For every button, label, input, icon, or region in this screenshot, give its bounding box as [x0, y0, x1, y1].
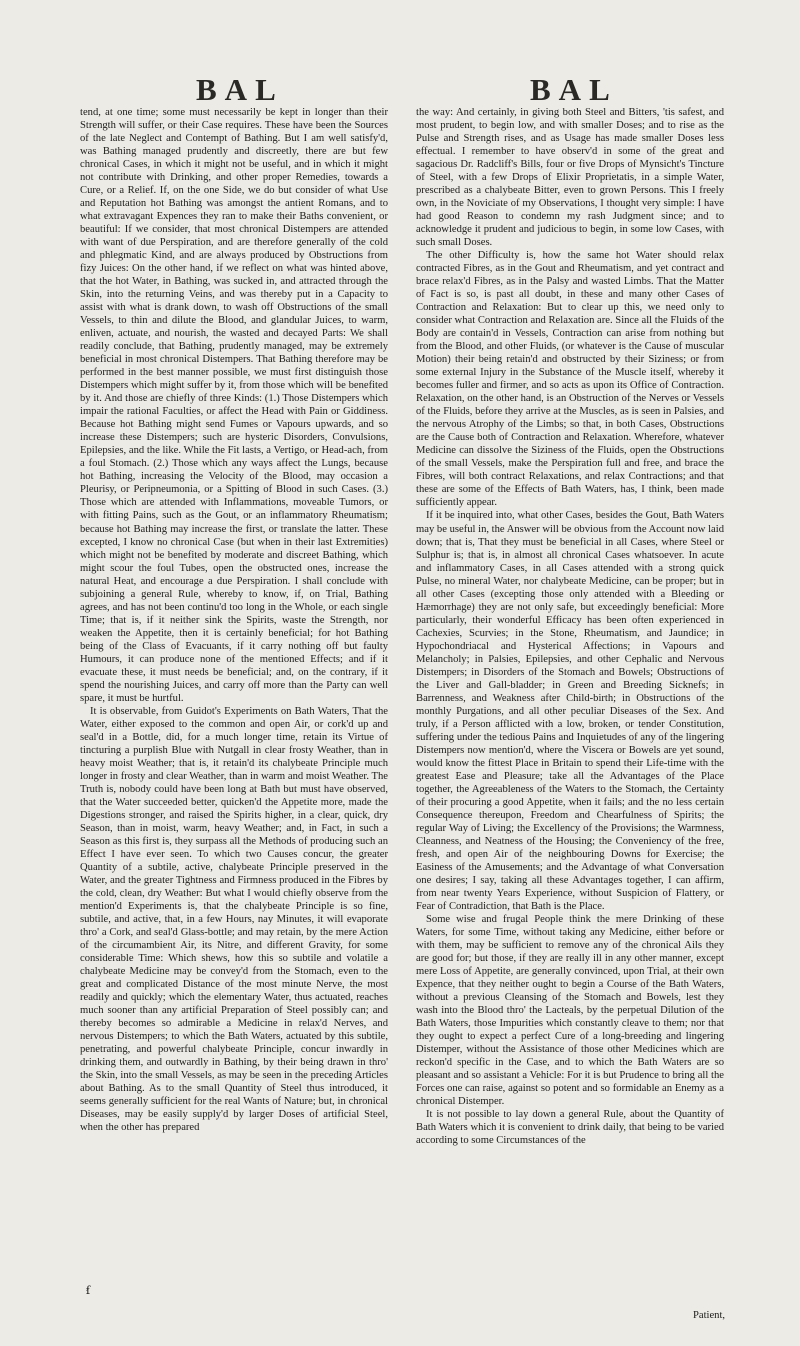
paragraph: the way: And certainly, in giving both Steel and Bitters, 'tis safest, and most prudent, to begin low, and with smaller Doses; and to rise as the Pulse and Strength rises, and as Usage has made smaller Doses less effectual. I remember to have observ'd in some of the great and sagacious Dr. Radcliff's Bills, four or five Drops of Mynsicht's Tincture of Steel, with a few Drops of Elixir Proprietatis, in a simple Water, prescribed as a chalybeate Bitter, even to grown Persons. This I freely own, in the Noviciate of my Observations, I thought very simple: I have had good Reason to condemn my rash Judgment since; and to acknowledge it prudent and judicious to begin, in some low Cases, with such small Doses. [416, 107, 724, 249]
left-column [80, 106, 388, 1134]
paragraph: Some wise and frugal People think the mere Drinking of these Waters, for some Time, without taking any Medicine, either before or with them, may be sufficient to remove any of the chronical Ails they are good for; but those, if they are really ill in any other manner, except mere Loss of Appetite, are generally convinced, upon Trial, at their own Expence, that they neither ought to begin a Course of the Bath Waters, without a previous Cleansing of the Stomach and Bowels, lest they wash into the Blood thro' the Lacteals, by the perpetual Dilution of the Bath Waters, those Impurities which constantly cleave to them; nor that they ought to expect a perfect Cure of a long-breeding and lingering Distemper, without the Assistance of those other Medicines which are reckon'd specific in the Case, and to which the Bath Waters are so pleasant and so assistant a Vehicle: For it is but Prudence to bring all the Forces one can raise, against so potent and so formidable an Enemy as a chronical Distemper. [416, 913, 724, 1108]
paragraph: tend, at one time; some must necessarily be kept in longer than their Strength will suffer, or their Case requires. These have been the Sources of the late Neglect and Contempt of Bathing. But I am well satisfy'd, was Bathing managed prudently and discreetly, there are but few chronical Cases, in which it might not be useful, and in which it might not contribute with Drinking, and other proper Remedies, towards a Cure, or a Relief. If, on the one Side, we do but consider of what Use and Reputation hot Bathing was amongst the antient Romans, and to what extravagant Expences they ran to make their Baths convenient, or beautiful: If we consider, that most chronical Distempers are attended with want of due Perspiration, and are therefore generally of the cold and phlegmatic Kind, and are always produced by Obstructions from fizy Juices: On the other hand, if we reflect on what was hinted above, that the hot Water, in Bathing, was sucked in, and attracted through the Skin, into the returning Veins, and was thereby put in a Capacity to assist with what is drank down, to wash off Obstructions of the small Vessels, to thin and dilute the Blood, and glandular Juices, to warm, enliven, actuate, and nourish, the wasted and decayed Parts: We shall readily conclude, that Bathing, prudently managed, may be extremely beneficial in most chronical Distempers. That Bathing therefore may be performed in the best manner possible, we must first distinguish those Distempers which might suffer by it, from those which will be benefited by it. And those are chiefly of three Kinds: (1.) Those Distempers which impair the rational Faculties, or affect the Head with Pain or Giddiness. Because hot Bathing might send Fumes or Vapours upwards, and so increase these Distempers; such are hysteric Disorders, Convulsions, Epilepsies, and the like. While the Fit lasts, a Vertigo, or Head-ach, from a foul Stomach. (2.) Those which any ways affect the Lungs, because hot Bathing, increasing the Velocity of the Blood, may occasion a Pleurisy, or Peripneumonia, or a Spitting of Blood in such Cases. (3.) Those which are attended with Inflammations, moveable Tumors, or with fitting Pains, such as the Gout, or an inflammatory Rheumatism; because hot Bathing may increase the first, or translate the latter. These excepted, I know no chronical Case (but when in their last Extremities) which might not be benefited by moderate and discreet Bathing, which might scour the foul Tubes, open the obstructed ones, increase the natural Heat, and encourage a due Perspiration. I shall conclude with subjoining a general Rule, whereby to know, if, on Trial, Bathing agrees, and has not been continu'd too long in the Whole, or each single Time; that is, if it neither sink the Spirits, waste the Strength, nor weaken the Appetite, then it is certainly beneficial; for hot Bathing being of the Class of Evacuants, if it carry nothing off but faulty Humours, it can produce none of the mentioned Effects; and if it evacuate these, it must needs be beneficial; and, on the contrary, if it spend the nourishing Juices, and carry off more than the Party can well spare, it must be hurtful. [80, 107, 388, 704]
catchword: Patient, [693, 1310, 726, 1321]
running-head-left: BAL [196, 72, 284, 107]
right-column [416, 106, 724, 1147]
signature-mark: ẜ [86, 1285, 91, 1297]
paragraph: It is observable, from Guidot's Experiments on Bath Waters, That the Water, either exposed to the common and open Air, or cork'd up and seal'd in a Bottle, did, for a much longer time, retain its Virtue of tincturing a purplish Blue with Nutgall in clear frosty Weather, than in heavy moist Weather; that is, it retain'd its chalybeate Principle much longer in frosty and clear Weather, than in warm and moist Weather. The Truth is, nobody could have been long at Bath but must have observed, that the Water succeeded better, quicken'd the Appetite more, made the Digestions stronger, and raised the Spirits higher, in a clear, quick, dry Season, than in moist, warm, heavy Weather; and, in Fact, in such a Season as this first is, they surpass all the Methods of producing such an Effect I have ever seen. To which two Causes concur, the greater Quantity of a subtile, active, chalybeate Principle preserved in the Water, and the greater Tightness and Firmness produced in the Fibres by the cold, clean, dry Weather: But what I would chiefly observe from the mention'd Experiments is, that the chalybeate Principle is so fine, subtile, and active, that, in a few Hours, nay Minutes, it will evaporate thro' a Cork, and seal'd Glass-bottle; and may retain, by the mere Action of the circumambient Air, its Nitre, and different Gravity, for some considerable Time: Which shews, how this so subtile and volatile a chalybeate Medicine may be convey'd from the Stomach, even to the great and complicated Distance of the most minute Nerve, the most readily and quickly; which the elementary Water, thus actuated, reaches much sooner than any artificial Preparation of Steel possibly can; and thereby becomes so admirable a Medicine in relax'd Nerves, and nervous Distempers; to which the Bath Waters, actuated by this subtile, penetrating, and powerful chalybeate Principle, concur inwardly in drinking them, and outwardly in Bathing, by their being drawn in thro' the Skin, into the small Vessels, as may be seen in the preceding Articles about Bathing. As to the small Quantity of Steel thus introduced, it seems generally sufficient for the real Wants of Nature; but, in chronical Diseases, may be easily supply'd by larger Doses of artificial Steel, when the other has prepared [80, 705, 388, 1134]
paragraph: If it be inquired into, what other Cases, besides the Gout, Bath Waters may be useful in, the Answer will be obvious from the Account now laid down; that is, That they must be beneficial in all Cases, where Steel or Sulphur is; that is, in almost all chronical Cases whatsoever. In acute and inflammatory Cases, in all Cases attended with a strong quick Pulse, no mineral Water, nor chalybeate Medicine, can be proper; but in all other Cases (excepting those only attended with a Bleeding or Hæmorrhage) they are not only safe, but exceedingly beneficial: More particularly, their wonderful Efficacy has been often experienced in Cachexies, Scurvies; in the Stone, Rheumatism, and Jaundice; in Hypochondriacal and Hysterical Affections; in Vapours and Melancholy; in Palsies, Epilepsies, and other Cephalic and Nervous Distempers; in Disorders of the Stomach and Bowels; Obstructions of the Liver and Gall-bladder; in Green and Breeding Sicknefs; in Barrenness, and Weakness after Child-birth; in Obstructions of the monthly Purgations, and all other peculiar Diseases of the Sex. And truly, if a Person afflicted with a low, broken, or tender Constitution, suffering under the tedious Pains and Inquietudes of any of the lingering Distempers now mention'd, where the Viscera or Bowels are yet sound, would know the fittest Place in Britain to spend their Life-time with the greatest Ease and Pleasure; take all the Advantages of the Place together, the Agreeableness of the Waters to the Stomach, the Certainty of their procuring a good Appetite, when it fails; and the no less certain Consequence thereupon, Freedom and Chearfulness of Spirits; the regular Way of Living; the Excellency of the Provisions; the Warmness, Cleanness, and Neatness of the Housing; the Conveniency of the free, fresh, and open Air of the neighbouring Downs for Exercise; the Easiness of the Amusements; and the Advantage of what Conversation one desires; I say, taking all these Advantages together, I can affirm, from near twenty Years Experience, without Suspicion of Flattery, or Fear of Contradiction, that Bath is the Place. [416, 510, 724, 912]
paragraph: The other Difficulty is, how the same hot Water should relax contracted Fibres, as in the Gout and Rheumatism, and yet contract and brace relax'd Fibres, as in the Palsy and wasted Limbs. That the Matter of Fact is so, is past all doubt, in these and many other Cases of Contraction and Relaxation: But to clear up this, we need only to consider what Contraction and Relaxation are. Since all the Fluids of the Body are contain'd in Vessels, Contraction can arise from nothing but from the Blood, and other Fluids, (or whatever is the Cause of muscular Motion) their being retain'd and obstructed by their Siziness; or from some external Injury in the Substance of the Muscle itself, whereby it becomes fuller and firmer, and so acts as upon its Office of Contraction. Relaxation, on the other hand, is an Obstruction of the Nerves or Vessels of the Fluids, before they arrive at the Muscles, as is seen in Palsies, and the nervous Atrophy of the Limbs; so that, in both Cases, Obstructions are the Cause both of Contraction and Relaxation. Wherefore, whatever Medicine can dissolve the Siziness of the Fluids, open the Obstructions of the small Vessels, make the Perspiration full and free, and brace the Fibres, will both contract Relaxations, and relax Contractions; and that these are some of the Effects of Bath Waters, has, I think, been made sufficiently appear. [416, 250, 724, 509]
running-head-right: BAL [530, 72, 618, 107]
paragraph: It is not possible to lay down a general Rule, about the Quantity of Bath Waters which it is convenient to drink daily, that being to be varied according to some Circumstances of the [416, 1109, 724, 1147]
